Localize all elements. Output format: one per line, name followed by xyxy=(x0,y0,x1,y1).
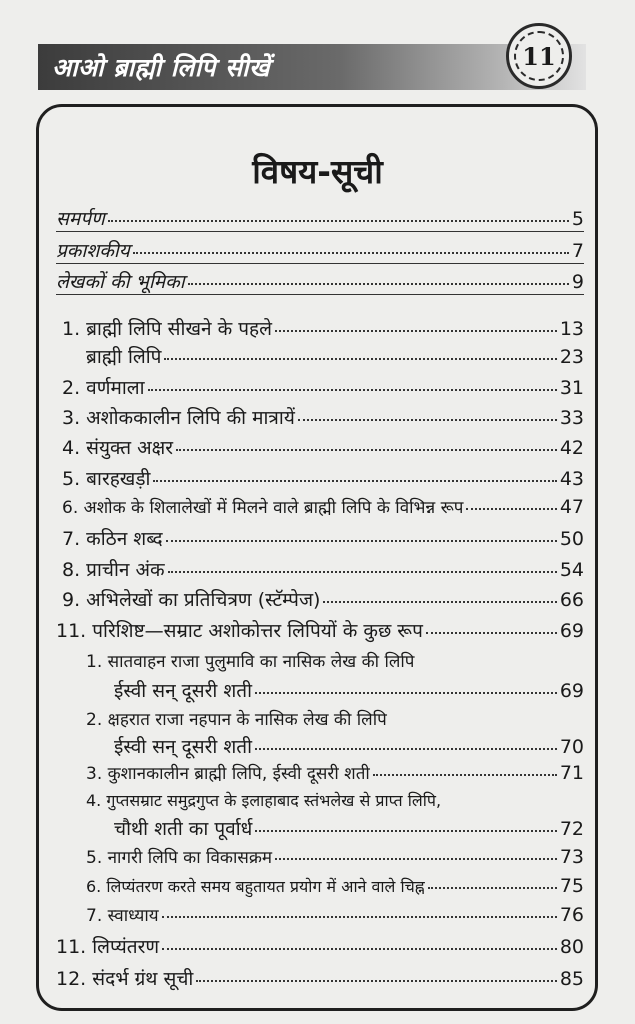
toc-subitem-label: 7. स्वाध्याय xyxy=(86,906,159,926)
toc-item-page: 75 xyxy=(559,875,584,897)
dot-leader xyxy=(164,358,556,360)
toc-item-page: 66 xyxy=(559,589,584,611)
toc-subitem-continuation: चौथी शती का पूर्वार्ध xyxy=(114,818,253,840)
toc-subitem[interactable] xyxy=(86,845,584,868)
dot-leader xyxy=(373,774,557,776)
dot-leader xyxy=(466,508,556,510)
dot-leader xyxy=(428,887,557,889)
toc-subitem[interactable] xyxy=(86,761,584,784)
toc-item-page: 71 xyxy=(559,762,584,784)
toc-item[interactable] xyxy=(62,586,584,612)
toc-title: विषय-सूची xyxy=(252,152,383,191)
toc-item-page: 70 xyxy=(559,736,584,758)
toc-item-label: 6. अशोक के शिलालेखों में मिलने वाले ब्राह्मी लिपि के विभिन्न रूप xyxy=(62,498,464,518)
toc-item-page: 69 xyxy=(559,620,584,642)
dot-leader xyxy=(188,283,569,285)
toc-subitem-label: 4. गुप्तसम्राट समुद्रगुप्त के इलाहाबाद स्तंभलेख से प्राप्त लिपि, xyxy=(86,791,442,810)
toc-item-page: 5 xyxy=(571,208,584,230)
toc-subitem-continuation: ईस्वी सन् दूसरी शती xyxy=(114,736,253,758)
dot-leader xyxy=(426,632,557,634)
toc-item[interactable] xyxy=(56,933,584,959)
dot-leader xyxy=(255,692,557,694)
toc-subitem[interactable] xyxy=(114,815,584,841)
dot-leader xyxy=(255,748,557,750)
toc-item[interactable] xyxy=(62,404,584,430)
toc-subitem[interactable] xyxy=(114,677,584,703)
toc-item-page: 13 xyxy=(559,318,584,340)
toc-subitem[interactable] xyxy=(114,733,584,759)
toc-item-page: 42 xyxy=(559,437,584,459)
toc-subitem-label: 5. नागरी लिपि का विकासक्रम xyxy=(86,848,273,868)
dot-leader xyxy=(298,419,557,421)
toc-front-item[interactable] xyxy=(56,237,584,263)
dot-leader xyxy=(153,480,556,482)
toc-item-label: 2. वर्णमाला xyxy=(62,377,145,399)
page-number: 11 xyxy=(514,31,564,81)
toc-item[interactable] xyxy=(62,465,584,491)
toc-subitem-label: 6. लिप्यंतरण करते समय बहुतायत प्रयोग में आने वाले चिह्न xyxy=(86,877,425,896)
toc-item-label: 11. लिप्यंतरण xyxy=(56,936,160,958)
toc-item-page: 72 xyxy=(559,818,584,840)
toc-subitem-continuation: ईस्वी सन् दूसरी शती xyxy=(114,680,253,702)
book-title: आओ ब्राह्मी लिपि सीखें xyxy=(52,53,270,82)
toc-item-label: ब्राह्मी लिपि xyxy=(86,346,162,368)
toc-item-page: 43 xyxy=(559,468,584,490)
toc-item-page: 69 xyxy=(559,680,584,702)
underline xyxy=(56,263,584,264)
toc-subitem-label: 1. सातवाहन राजा पुलुमावि का नासिक लेख की लिपि xyxy=(86,652,415,672)
toc-item-label: 3. अशोककालीन लिपि की मात्रायें xyxy=(62,407,295,429)
toc-item-label: 8. प्राचीन अंक xyxy=(62,559,165,581)
dot-leader xyxy=(162,948,557,950)
toc-item-label: 9. अभिलेखों का प्रतिचित्रण (स्टॅम्पेज) xyxy=(62,589,321,611)
toc-item[interactable] xyxy=(62,315,584,341)
toc-item-page: 54 xyxy=(559,559,584,581)
toc-item[interactable] xyxy=(62,525,584,551)
toc-item[interactable] xyxy=(62,374,584,400)
toc-item-label: 4. संयुक्त अक्षर xyxy=(62,437,173,459)
toc-subitem[interactable] xyxy=(86,875,584,897)
toc-item-label: 7. कठिन शब्द xyxy=(62,528,163,550)
toc-item-page: 85 xyxy=(559,968,584,990)
page-number-badge xyxy=(506,23,572,89)
toc-item-page: 76 xyxy=(559,904,584,926)
running-header xyxy=(38,44,586,90)
dot-leader xyxy=(275,858,557,860)
dot-leader xyxy=(168,571,557,573)
toc-item-page: 9 xyxy=(571,271,584,293)
toc-subitem-label: 3. कुशानकालीन ब्राह्मी लिपि, ईस्वी दूसरी शती xyxy=(86,764,370,784)
toc-item-page: 47 xyxy=(559,496,584,518)
dot-leader xyxy=(108,220,569,222)
toc-item-page: 7 xyxy=(571,240,584,262)
dot-leader xyxy=(176,449,557,451)
toc-item-page: 80 xyxy=(559,936,584,958)
toc-front-item[interactable] xyxy=(56,205,584,231)
dot-leader xyxy=(196,980,557,982)
toc-item[interactable] xyxy=(62,556,584,582)
dot-leader xyxy=(148,389,557,391)
dot-leader xyxy=(162,916,557,918)
toc-item-label: समर्पण xyxy=(56,208,105,230)
toc-front-item[interactable] xyxy=(56,268,584,294)
toc-item-page: 23 xyxy=(559,346,584,368)
underline xyxy=(56,231,584,232)
toc-item-page: 33 xyxy=(559,407,584,429)
toc-item[interactable] xyxy=(56,965,584,991)
toc-item-label: प्रकाशकीय xyxy=(56,240,130,262)
toc-item-label: 5. बारहखड़ी xyxy=(62,468,151,490)
toc-item[interactable] xyxy=(62,495,584,518)
dot-leader xyxy=(166,540,557,542)
toc-item[interactable] xyxy=(62,434,584,460)
toc-item-label: 12. संदर्भ ग्रंथ सूची xyxy=(56,968,194,990)
toc-subitem-label: 2. क्षहरात राजा नहपान के नासिक लेख की लिपि xyxy=(86,710,387,730)
toc-subitem[interactable] xyxy=(86,903,584,926)
toc-item-label: 11. परिशिष्ट—सम्राट अशोकोत्तर लिपियों के कुछ रूप xyxy=(56,620,423,642)
toc-item[interactable] xyxy=(86,343,584,369)
dot-leader xyxy=(255,830,556,832)
toc-item-page: 73 xyxy=(559,846,584,868)
dot-leader xyxy=(133,252,569,254)
toc-item-page: 31 xyxy=(559,377,584,399)
toc-item-label: लेखकों की भूमिका xyxy=(56,271,185,293)
toc-item-label: 1. ब्राह्मी लिपि सीखने के पहले xyxy=(62,318,272,340)
dot-leader xyxy=(275,330,557,332)
dot-leader xyxy=(323,601,556,603)
toc-item-page: 50 xyxy=(559,528,584,550)
underline xyxy=(56,294,584,295)
toc-item[interactable] xyxy=(56,617,584,643)
